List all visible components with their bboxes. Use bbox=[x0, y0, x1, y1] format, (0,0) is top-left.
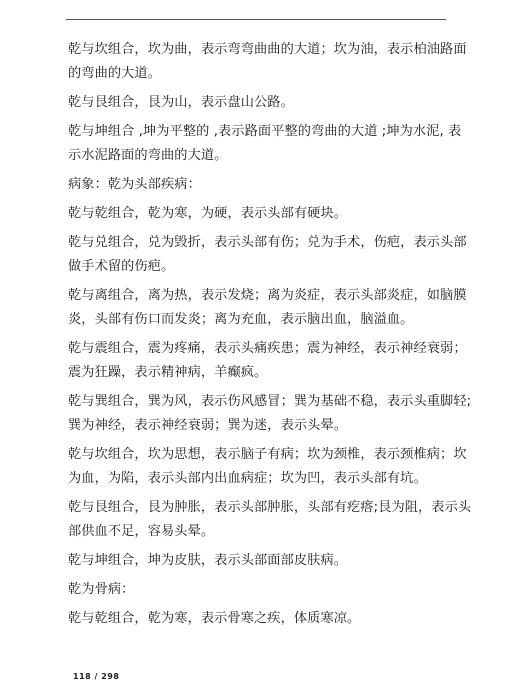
paragraph bbox=[68, 390, 472, 438]
text-line: 乾与震组合，震为疼痛，表示头痛疾患；震为神经，表示神经衰弱； bbox=[68, 341, 467, 356]
text-line: 乾与乾组合，乾为寒，为硬，表示头部有硬块。 bbox=[68, 206, 348, 221]
section-heading bbox=[68, 173, 460, 197]
paragraph bbox=[68, 284, 467, 332]
paragraph bbox=[68, 443, 467, 491]
text-line: 乾与乾组合，乾为寒，表示骨寒之疾，体质寒凉。 bbox=[68, 611, 361, 626]
section-heading bbox=[68, 578, 460, 602]
text-line: 部供血不足，容易头晕。 bbox=[68, 524, 215, 539]
text-line: 示水泥路面的弯曲的大道。 bbox=[68, 148, 228, 163]
text-line: 乾与艮组合，艮为山，表示盘山公路。 bbox=[68, 95, 294, 110]
text-line: 乾与巽组合，巽为风，表示伤风感冒；巽为基础不稳，表示头重脚轻; bbox=[68, 394, 472, 409]
paragraph bbox=[68, 549, 460, 573]
text-line: 炎，头部有伤口而发炎；离为充血，表示脑出血，脑溢血。 bbox=[68, 312, 414, 327]
paragraph bbox=[68, 337, 467, 385]
paragraph bbox=[68, 607, 460, 631]
paragraph bbox=[68, 38, 467, 86]
text-line: 乾与兑组合，兑为毁折，表示头部有伤；兑为手术，伤疤，表示头部 bbox=[68, 235, 467, 250]
paragraph bbox=[68, 231, 467, 279]
text-line: 乾与坤组合 ,坤为平整的 ,表示路面平整的弯曲的大道 ;坤为水泥, 表 bbox=[68, 124, 462, 139]
paragraph bbox=[68, 91, 460, 115]
text-line: 乾与坤组合，坤为皮肤，表示头部面部皮肤病。 bbox=[68, 553, 348, 568]
page-number: 118 / 298 bbox=[73, 672, 120, 681]
text-line: 的弯曲的大道。 bbox=[68, 66, 162, 81]
text-line: 巽为神经，表示神经衰弱；巽为迷，表示头晕。 bbox=[68, 418, 348, 433]
paragraph bbox=[68, 120, 460, 168]
paragraph bbox=[68, 496, 472, 544]
text-line: 乾与坎组合，坎为曲，表示弯弯曲曲的大道；坎为油，表示柏油路面 bbox=[68, 42, 467, 57]
text-line: 为血，为陷，表示头部内出血病症；坎为凹，表示头部有坑。 bbox=[68, 471, 427, 486]
text-line: 乾为骨病： bbox=[68, 582, 135, 597]
text-line: 乾与坎组合，坎为思想，表示脑子有病；坎为颈椎，表示颈椎病；坎 bbox=[68, 447, 467, 462]
document-body bbox=[68, 38, 472, 631]
text-line: 乾与离组合，离为热，表示发烧；离为炎症，表示头部炎症，如脑膜 bbox=[68, 288, 467, 303]
text-line: 震为狂躁，表示精神病，羊癫疯。 bbox=[68, 365, 268, 380]
paragraph bbox=[68, 202, 460, 226]
header-rule bbox=[66, 19, 446, 20]
text-line: 乾与艮组合，艮为肿胀，表示头部肿胀，头部有疙瘩;艮为阻，表示头 bbox=[68, 500, 472, 515]
text-line: 做手术留的伤疤。 bbox=[68, 259, 175, 274]
text-line: 病象：乾为头部疾病： bbox=[68, 177, 201, 192]
